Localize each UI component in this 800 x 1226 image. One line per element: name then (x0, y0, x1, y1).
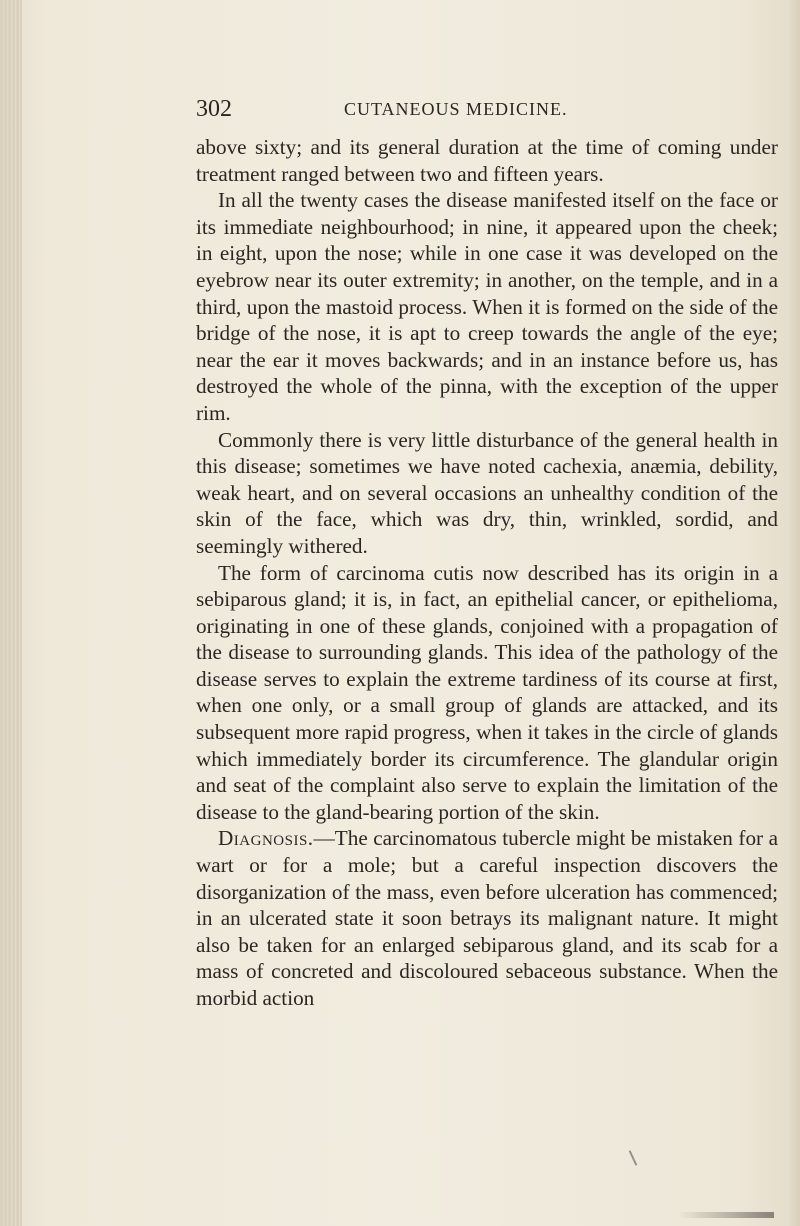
paragraph-4 (196, 560, 778, 826)
paragraph-1 (196, 134, 778, 187)
paragraph-5 (196, 825, 778, 1011)
body-text (196, 134, 778, 1012)
paragraph-5-text: —The carcinomatous tubercle might be mistaken for a wart or for a mole; but a careful inspection discovers the disorganization of the mass, even before ulceration has commenced; in an ulcerated state it soon betrays its malignant nature. It might also be taken for an enlarged sebiparous gland, and its scab for a mass of concreted and discoloured sebaceous substance. When the morbid action (196, 826, 778, 1010)
paragraph-1-text: above sixty; and its general duration at the time of coming under treatment ranged between two and fifteen years. (196, 135, 778, 186)
paragraph-4-text: The form of carcinoma cutis now described has its origin in a sebiparous gland; it is, in fact, an epithelial cancer, or epithelioma, originating in one of these glands, conjoined with a propagation of the disease to surrounding glands. This idea of the pathology of the disease serves to explain the extreme tardiness of its course at first, when one only, or a small group of glands are attacked, and its subsequent more rapid progress, when it takes in the circle of glands which immediately border its circumference. The glandular origin and seat of the complaint also serve to explain the limitation of the disease to the gland-bearing portion of the skin. (196, 560, 778, 824)
paragraph-2 (196, 187, 778, 426)
page-gutter-shadow (0, 0, 22, 1226)
page-corner-shadow (678, 1212, 774, 1218)
page-number: 302 (196, 96, 232, 122)
section-heading-diagnosis: Diagnosis. (218, 826, 314, 851)
running-head: CUTANEOUS MEDICINE. (344, 99, 568, 119)
paragraph-3 (196, 427, 778, 560)
paragraph-2-text: In all the twenty cases the disease manifested itself on the face or its immediate neighbourhood; in nine, it appeared upon the cheek; in eight, upon the nose; while in one case it was developed on the eyebrow near its outer extremity; in another, on the temple, and in a third, upon the mastoid process. When it is formed on the side of the bridge of the nose, it is apt to creep towards the angle of the eye; near the ear it moves backwards; and in an instance before us, has destroyed the whole of the pinna, with the exception of the upper rim. (196, 188, 778, 425)
paragraph-3-text: Commonly there is very little disturbance of the general health in this disease; sometimes we have noted cachexia, anæmia, debility, weak heart, and on several occasions an unhealthy condition of the skin of the face, which was dry, thin, wrinkled, sordid, and seemingly withered. (196, 427, 778, 558)
page-header (196, 96, 636, 124)
ink-mark (629, 1150, 638, 1165)
page-edge (786, 0, 800, 1226)
